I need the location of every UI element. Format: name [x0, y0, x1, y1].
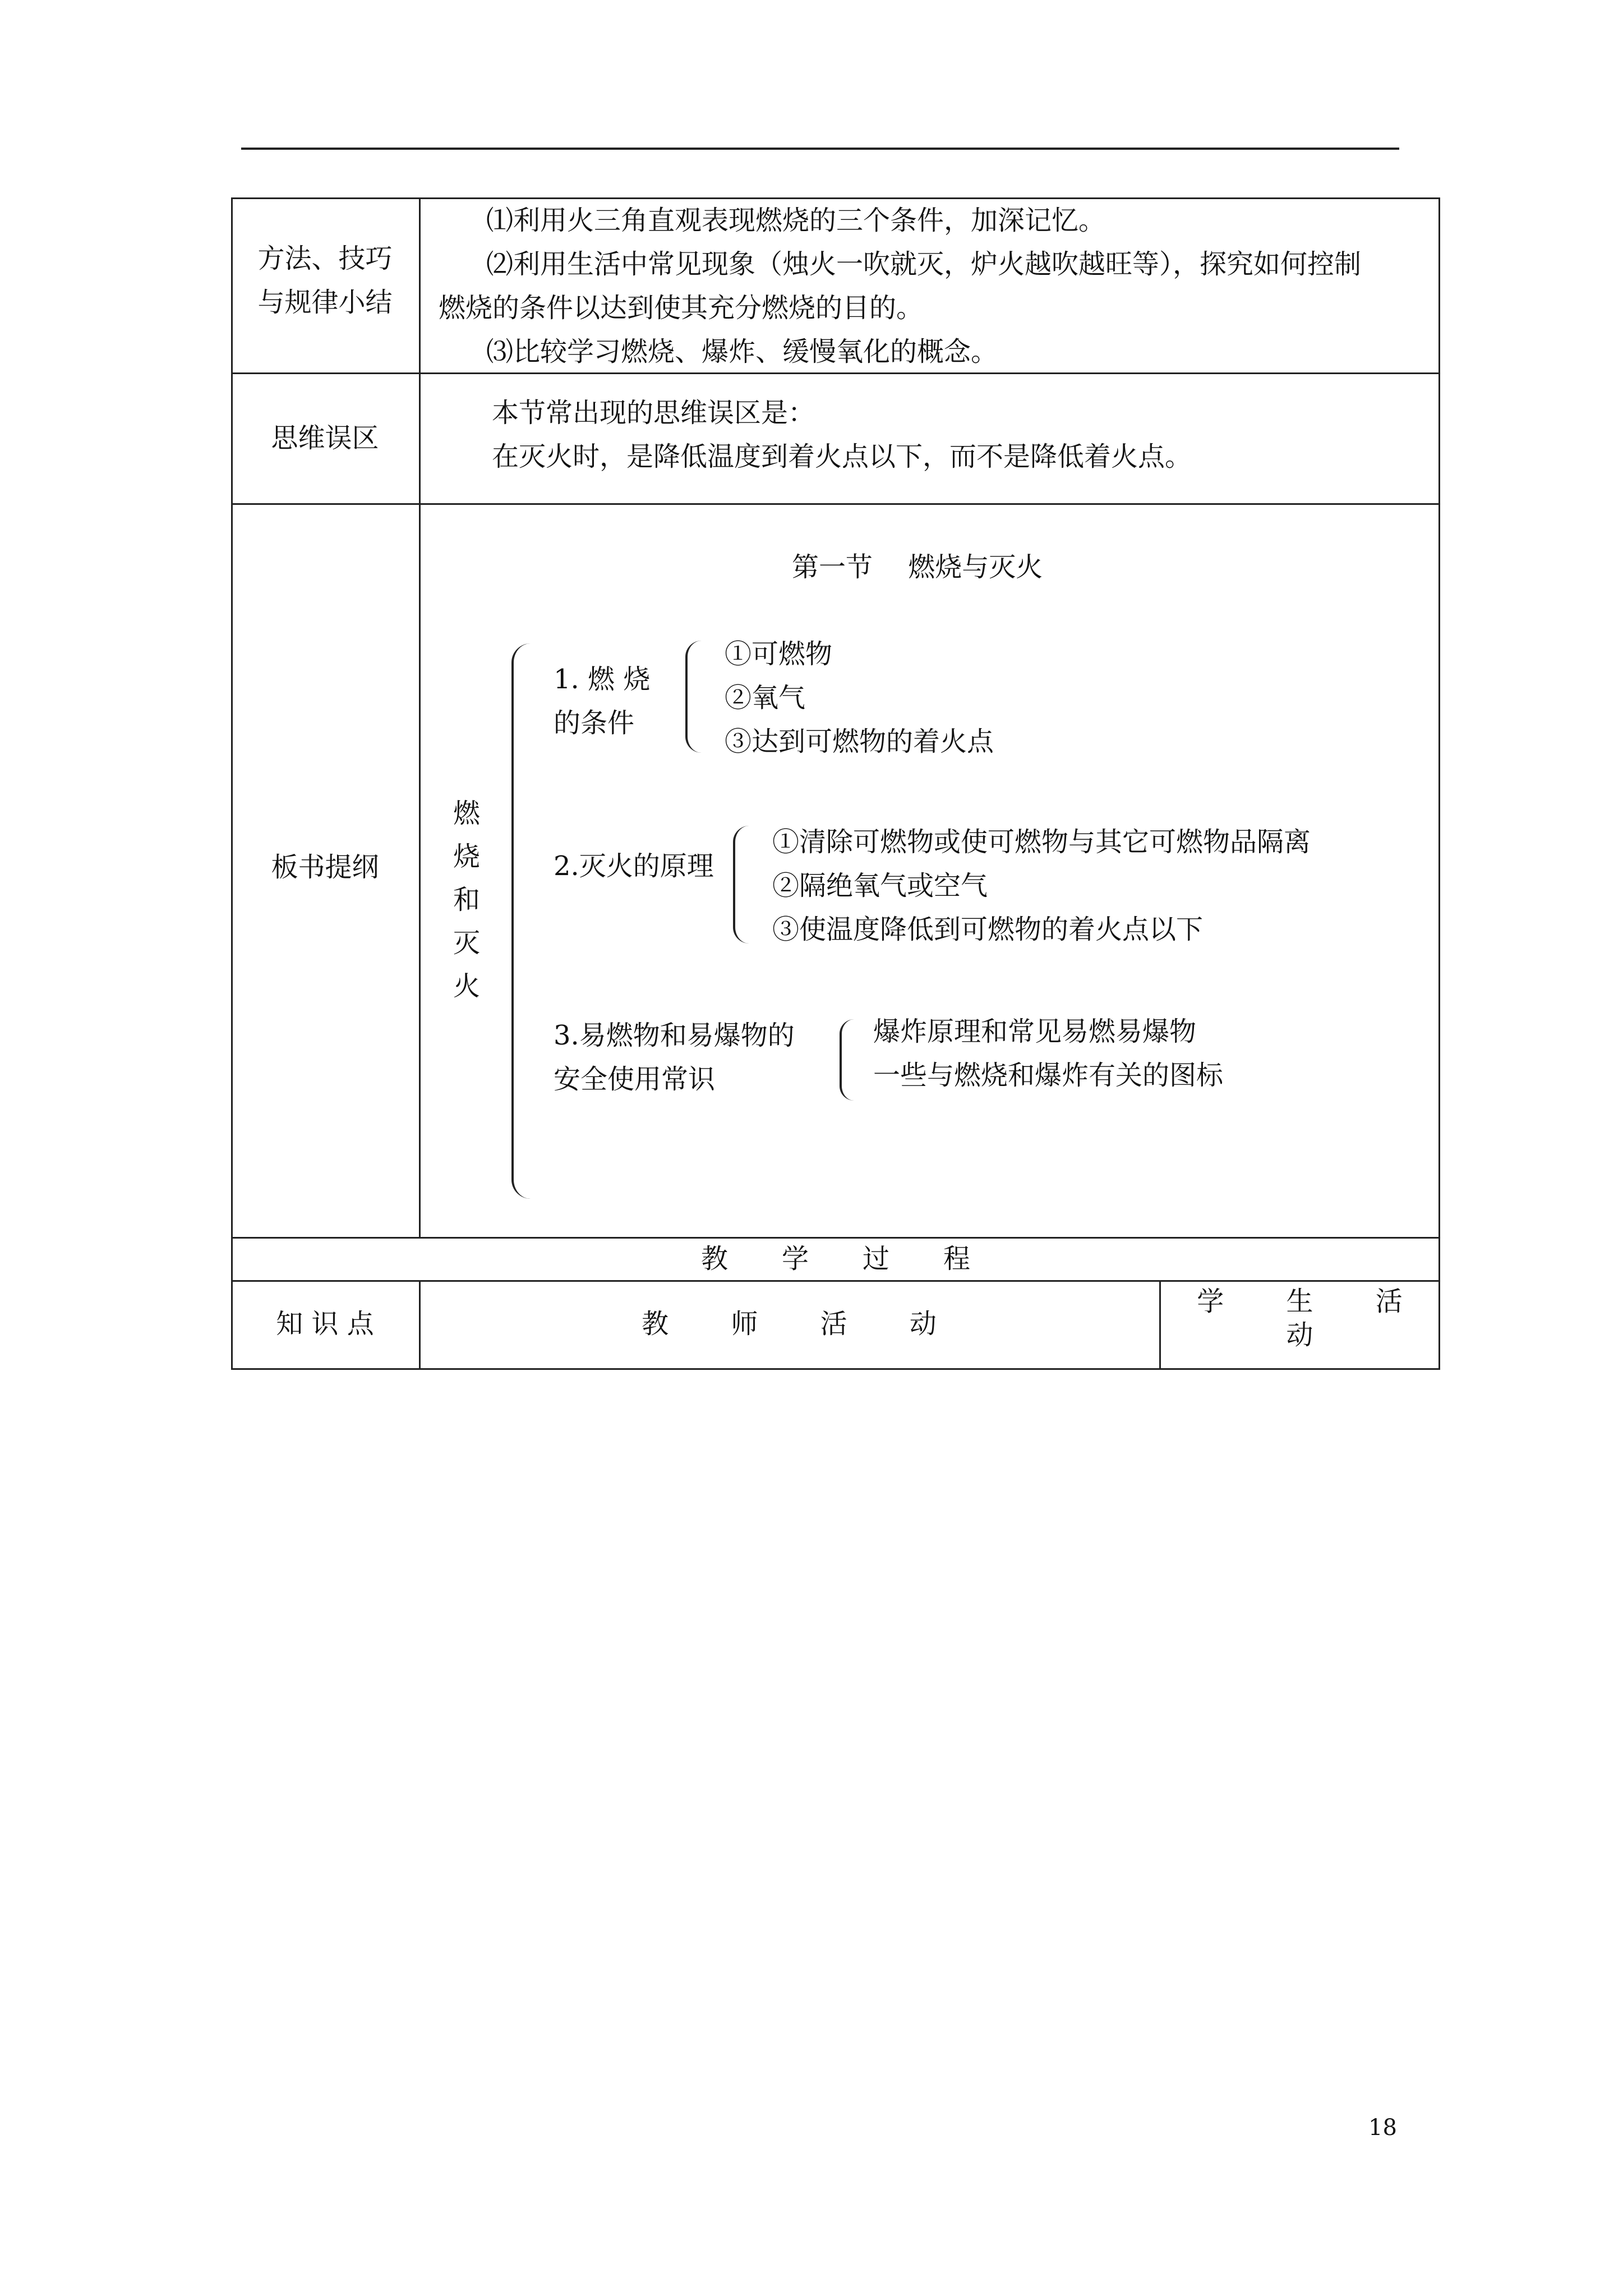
main-brace — [511, 643, 531, 1199]
section1-items: ①可燃物 ②氧气 ③达到可燃物的着火点 — [725, 638, 994, 757]
section3-brace — [840, 1019, 854, 1101]
lesson-plan-table — [231, 197, 1440, 1370]
methods-content: ⑴利用火三角直观表现燃烧的三个条件，加深记忆。 ⑵利用生活中常见现象（烛火一吹就灭，炉火越吹越旺等），探究如何控制 燃烧的条件以达到使其充分燃烧的目的。 ⑶比较学习燃烧、爆炸、缓慢氧化的概念。 — [439, 205, 1362, 367]
section1-heading: 1. 燃 烧 的条件 — [554, 664, 651, 739]
outline-root: 燃 烧 和 灭 火 — [453, 798, 480, 1002]
section1-brace — [685, 641, 702, 753]
section2-heading: 2.灭火的原理 — [554, 850, 714, 882]
student-column-header: 学 生 活 动 — [1197, 1286, 1403, 1351]
row-divider — [231, 503, 1440, 505]
row-divider — [231, 1237, 1440, 1239]
table-border-left — [231, 197, 233, 1370]
outline-label: 板书提纲 — [271, 852, 379, 883]
page-number: 18 — [1368, 2115, 1397, 2141]
section3-items: 爆炸原理和常见易燃易爆物 一些与燃烧和爆炸有关的图标 — [873, 1016, 1224, 1091]
process-header: 教 学 过 程 — [700, 1243, 970, 1274]
table-border-bottom — [231, 1368, 1440, 1370]
knowledge-column-header: 知 识 点 — [276, 1308, 374, 1340]
methods-label: 方法、技巧 与规律小结 — [257, 243, 393, 318]
outline-title: 第一节 燃烧与灭火 — [792, 551, 1043, 583]
misconceptions-label: 思维误区 — [271, 422, 379, 454]
misconceptions-content: 本节常出现的思维误区是： 在灭火时，是降低温度到着火点以下，而不是降低着火点。 — [492, 397, 1192, 472]
header-rule — [241, 148, 1399, 150]
column-divider — [419, 197, 421, 1238]
table-border-right — [1438, 197, 1440, 1370]
teacher-column-header: 教 师 活 动 — [642, 1308, 937, 1340]
section2-items: ①清除可燃物或使可燃物与其它可燃物品隔离 ②隔绝氧气或空气 ③使温度降低到可燃物的着火点以下 — [772, 826, 1311, 945]
section3-heading: 3.易燃物和易爆物的 安全使用常识 — [554, 1020, 795, 1095]
row-divider — [231, 1280, 1440, 1282]
section2-brace — [733, 826, 749, 944]
